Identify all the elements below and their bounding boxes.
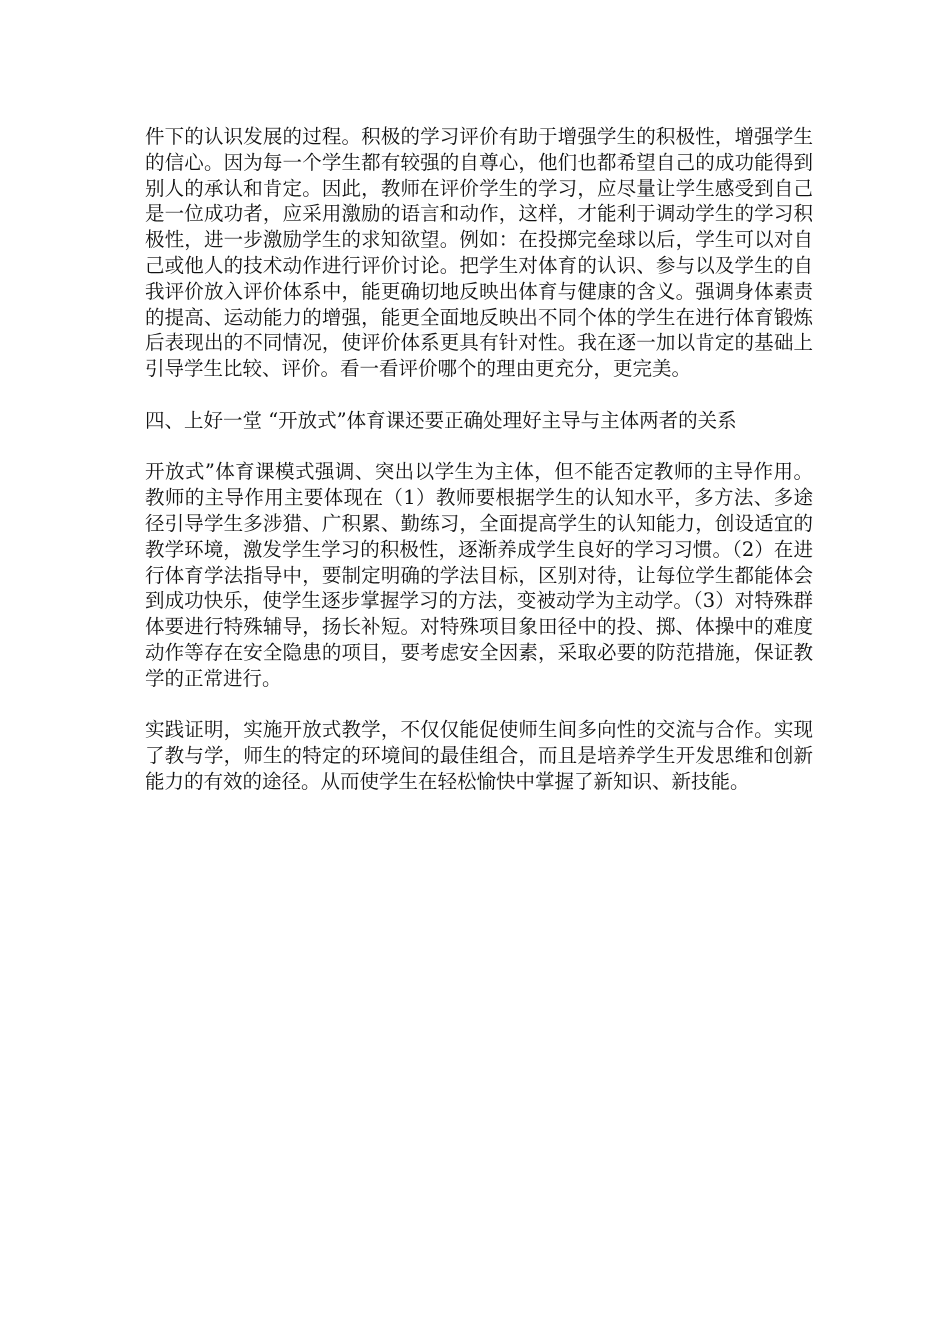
paragraph-evaluation: 件下的认识发展的过程。积极的学习评价有助于增强学生的积极性，增强学生的信心。因为每一个学生都有较强的自尊心，他们也都希望自己的成功能得到别人的承认和肯定。因此，教师在评价学生的学习，应尽量让学生感受到自己是一位成功者，应采用激励的语言和动作，这样，才能利于调动学生的学习积极性，进一步激励学生的求知欲望。例如：在投掷完垒球以后，学生可以对自己或他人的技术动作进行评价讨论。把学生对体育的认识、参与以及学生的自我评价放入评价体系中，能更确切地反映出体育与健康的含义。强调身体素责的提高、运动能力的增强，能更全面地反映出不同个体的学生在进行体育锻炼后表现出的不同情况，使评价体系更具有针对性。我在逐一加以肯定的基础上引导学生比较、评价。看一看评价哪个的理由更充分，更完美。	[145, 125, 813, 381]
paragraph-conclusion: 实践证明，实施开放式教学，不仅仅能促使师生间多向性的交流与合作。实现了教与学，师生的特定的环境间的最佳组合，而且是培养学生开发思维和创新能力的有效的途径。从而使学生在轻松愉快中掌握了新知识、新技能。	[145, 718, 813, 793]
paragraph-guidance: 开放式”体育课模式强调、突出以学生为主体，但不能否定教师的主导作用。教师的主导作用主要体现在（1）教师要根据学生的认知水平，多方法、多途径引导学生多涉猎、广积累、勤练习，全面提高学生的认知能力，创设适宜的教学环境，激发学生学习的积极性，逐渐养成学生良好的学习习惯。（2）在进行体育学法指导中，要制定明确的学法目标，区别对待，让每位学生都能体会到成功快乐，使学生逐步掌握学习的方法，变被动学为主动学。（3）对特殊群体要进行特殊辅导，扬长补短。对特殊项目象田径中的投、掷、体操中的难度动作等存在安全隐患的项目，要考虑安全因素，采取必要的防范措施，保证教学的正常进行。	[145, 460, 813, 690]
section-heading-four: 四、上好一堂 “开放式”体育课还要正确处理好主导与主体两者的关系	[145, 408, 737, 432]
document-page	[145, 124, 813, 821]
